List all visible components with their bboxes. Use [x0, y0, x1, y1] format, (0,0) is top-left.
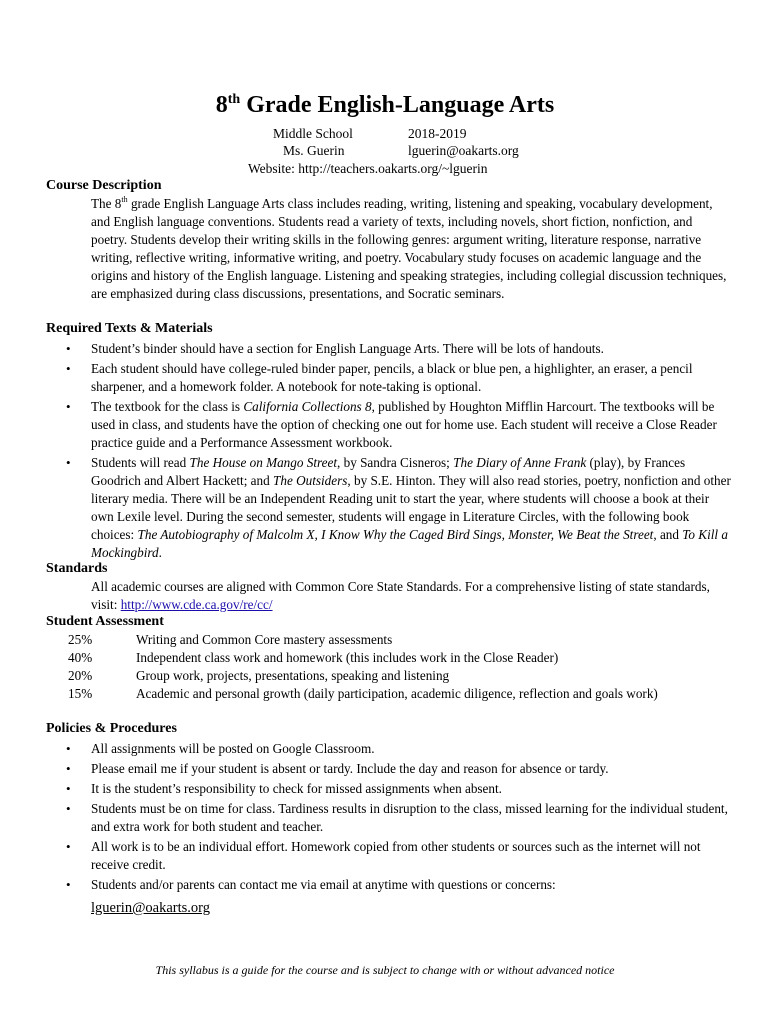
title-grade-number: 8: [215, 92, 228, 118]
list-item: [0, 760, 770, 778]
policy-text: Students must be on time for class. Tardiness results in disruption to the class, missed learning for the individual student, and extra work for both student and teacher.: [91, 801, 728, 834]
standards-text: [91, 578, 731, 614]
table-row: [0, 667, 770, 685]
book-title-outsiders: The Outsiders: [273, 473, 348, 488]
title-grade-suffix: th: [227, 92, 241, 107]
list-item: [0, 838, 770, 874]
bullet-icon: •: [66, 761, 71, 776]
course-description-start: The 8: [91, 196, 122, 211]
policy-text: All assignments will be posted on Google Classroom.: [91, 741, 375, 756]
bullet-icon: •: [66, 399, 71, 414]
assessment-percent: 25%: [68, 632, 93, 647]
policy-text: Students and/or parents can contact me via email at anytime with questions or concerns:: [91, 877, 556, 892]
book-title-mango-street: The House on Mango Street: [189, 455, 338, 470]
materials-heading: Required Texts & Materials: [46, 321, 213, 336]
materials-item-textbook-c: , published by Houghton Mifflin Harcourt. The textbooks will be used in class, and students have the option of checking one out for home use. Each student will receive a Close Reader practice guide and a Performance Assessment workbook.: [91, 399, 717, 450]
policy-text: It is the student’s responsibility to check for missed assignments when absent.: [91, 781, 502, 796]
bullet-icon: •: [66, 877, 71, 892]
table-row: [0, 631, 770, 649]
bullet-icon: •: [66, 801, 71, 816]
table-row: [0, 649, 770, 667]
reading-text-e: (play), by Frances Goodrich and Albert Hackett; and: [91, 455, 686, 488]
reading-text-g: , by S.E. Hinton. They will also read stories, poetry, nonfiction and other literary media. There will be an Independent Reading unit to start the year, where students will choose a book at their own Lexile level. During the second semester, students will engage in Literature Circles, with the following book choices:: [91, 473, 731, 542]
contact-email-link[interactable]: lguerin@oakarts.org: [91, 900, 210, 916]
textbook-title: California Collections 8: [243, 399, 372, 414]
list-item: [0, 360, 770, 396]
book-titles-literature-circles: The Autobiography of Malcolm X, I Know Why the Caged Bird Sings, Monster, We Beat the Street: [137, 527, 654, 542]
list-item: [0, 398, 770, 452]
syllabus-disclaimer: This syllabus is a guide for the course and is subject to change with or without advanced notice: [155, 963, 615, 977]
book-title-mockingbird: To Kill a Mockingbird: [91, 527, 728, 560]
page-title: [0, 90, 770, 120]
school-year: 2018-2019: [408, 126, 467, 141]
list-item: [0, 876, 770, 894]
standards-link[interactable]: http://www.cde.ca.gov/re/cc/: [120, 597, 273, 612]
list-item: [0, 454, 770, 562]
course-description-rest: grade English Language Arts class includes reading, writing, listening and speaking, vocabulary development, and English language conventions. Students read a variety of texts, including novels, short fiction, nonfiction, and poetry. Students develop their writing skills in the following genres: argument writing, literature response, narrative writing, reflective writing, informative writing, and poetry. Vocabulary study focuses on academic language and the origins and history of the English language. Listening and speaking strategies, including collegial discussion techniques, are emphasized during class discussions, presentations, and Socratic seminars.: [91, 196, 727, 301]
table-row: [0, 685, 770, 721]
list-item: [0, 340, 770, 358]
assessment-table: [0, 631, 770, 721]
list-item: [0, 740, 770, 758]
assessment-percent: 40%: [68, 650, 93, 665]
assessment-description: Writing and Common Core mastery assessments: [136, 632, 393, 647]
title-text: Grade English-Language Arts: [240, 92, 555, 118]
assessment-heading: Student Assessment: [46, 614, 164, 629]
list-item: [0, 800, 770, 836]
standards-heading: Standards: [46, 561, 108, 576]
assessment-description: Academic and personal growth (daily participation, academic diligence, reflection and goals work): [136, 686, 658, 701]
list-item: [0, 780, 770, 798]
course-description-heading: Course Description: [46, 178, 162, 193]
bullet-icon: •: [66, 781, 71, 796]
teacher-email[interactable]: lguerin@oakarts.org: [408, 143, 519, 158]
course-description-text: [91, 195, 731, 303]
standards-body: All academic courses are aligned with Common Core State Standards. For a comprehensive listing of state standards, visit:: [91, 579, 710, 612]
teacher-name: Ms. Guerin: [283, 143, 345, 158]
teacher-website[interactable]: Website: http://teachers.oakarts.org/~lguerin: [248, 161, 488, 176]
reading-text-k: .: [158, 545, 162, 560]
assessment-percent: 20%: [68, 668, 93, 683]
reading-text-i: , and: [653, 527, 683, 542]
bullet-icon: •: [66, 455, 71, 470]
assessment-description: Group work, projects, presentations, speaking and listening: [136, 668, 450, 683]
bullet-icon: •: [66, 341, 71, 356]
policies-heading: Policies & Procedures: [46, 721, 177, 736]
reading-text-a: Students will read: [91, 455, 190, 470]
assessment-percent: 15%: [68, 686, 93, 701]
bullet-icon: •: [66, 361, 71, 376]
materials-item-textbook-a: The textbook for the class is: [91, 399, 244, 414]
assessment-description: Independent class work and homework (this includes work in the Close Reader): [136, 650, 559, 665]
policies-list: [0, 740, 770, 896]
book-title-anne-frank: The Diary of Anne Frank: [453, 455, 587, 470]
materials-list: [0, 340, 770, 564]
policy-text: All work is to be an individual effort. Homework copied from other students or sources such as the internet will not receive credit.: [91, 839, 701, 872]
bullet-icon: •: [66, 741, 71, 756]
materials-item-supplies: Each student should have college-ruled binder paper, pencils, a black or blue pen, a highlighter, an eraser, a pencil sharpener, and a homework folder. A notebook for note-taking is optional.: [91, 361, 693, 394]
school-name: Middle School: [273, 126, 353, 141]
materials-item-binder: Student’s binder should have a section for English Language Arts. There will be lots of handouts.: [91, 341, 604, 356]
policy-text: Please email me if your student is absent or tardy. Include the day and reason for absence or tardy.: [91, 761, 609, 776]
course-description-sup: th: [121, 195, 128, 204]
bullet-icon: •: [66, 839, 71, 854]
reading-text-c: , by Sandra Cisneros;: [337, 455, 454, 470]
